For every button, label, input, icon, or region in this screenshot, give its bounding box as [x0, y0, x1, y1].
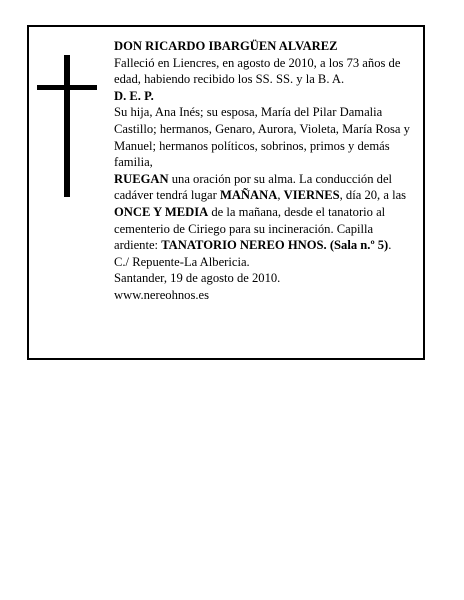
rip-label: D. E. P. — [114, 88, 154, 103]
request-text-2: , día 20, a las — [339, 188, 407, 203]
viernes-label: VIERNES — [283, 188, 340, 203]
manana-label: MAÑANA — [219, 188, 278, 203]
place-date: Santander, 19 de agosto de 2010. — [114, 271, 281, 286]
request-end: . — [388, 238, 392, 253]
funeral-home-label: TANATORIO NEREO HNOS. (Sala n.º 5) — [161, 238, 389, 253]
time-label: ONCE Y MEDIA — [114, 204, 209, 219]
website-link: www.nereohnos.es — [114, 287, 210, 302]
cross-horizontal-bar — [37, 85, 97, 90]
request-comma: , — [277, 188, 284, 203]
address: C./ Repuente-La Albericia. — [114, 254, 250, 269]
obituary-text — [114, 38, 417, 304]
cross-icon — [37, 55, 97, 197]
request-text-1: una oración por su alma. La conducción del cadáver tendrá lugar — [114, 171, 393, 203]
cross-vertical-bar — [64, 55, 70, 197]
deceased-name: DON RICARDO IBARGÜEN ALVAREZ — [114, 39, 338, 53]
death-statement: Falleció en Liencres, en agosto de 2010, a los 73 años de edad, habiendo recibido los SS. SS. y la B. A. — [114, 55, 401, 87]
ruegan-label: RUEGAN — [114, 171, 169, 186]
funeral-request — [114, 171, 417, 254]
family-list: Su hija, Ana Inés; su esposa, María del Pilar Damalia Castillo; hermanos, Genaro, Aurora, Violeta, María Rosa y Manuel; hermanos políticos, sobrinos, primos y demás familia, — [114, 105, 410, 170]
request-text-3: de la mañana, desde el tanatorio al cementerio de Ciriego para su incineración. Capilla ardiente: — [114, 204, 386, 253]
